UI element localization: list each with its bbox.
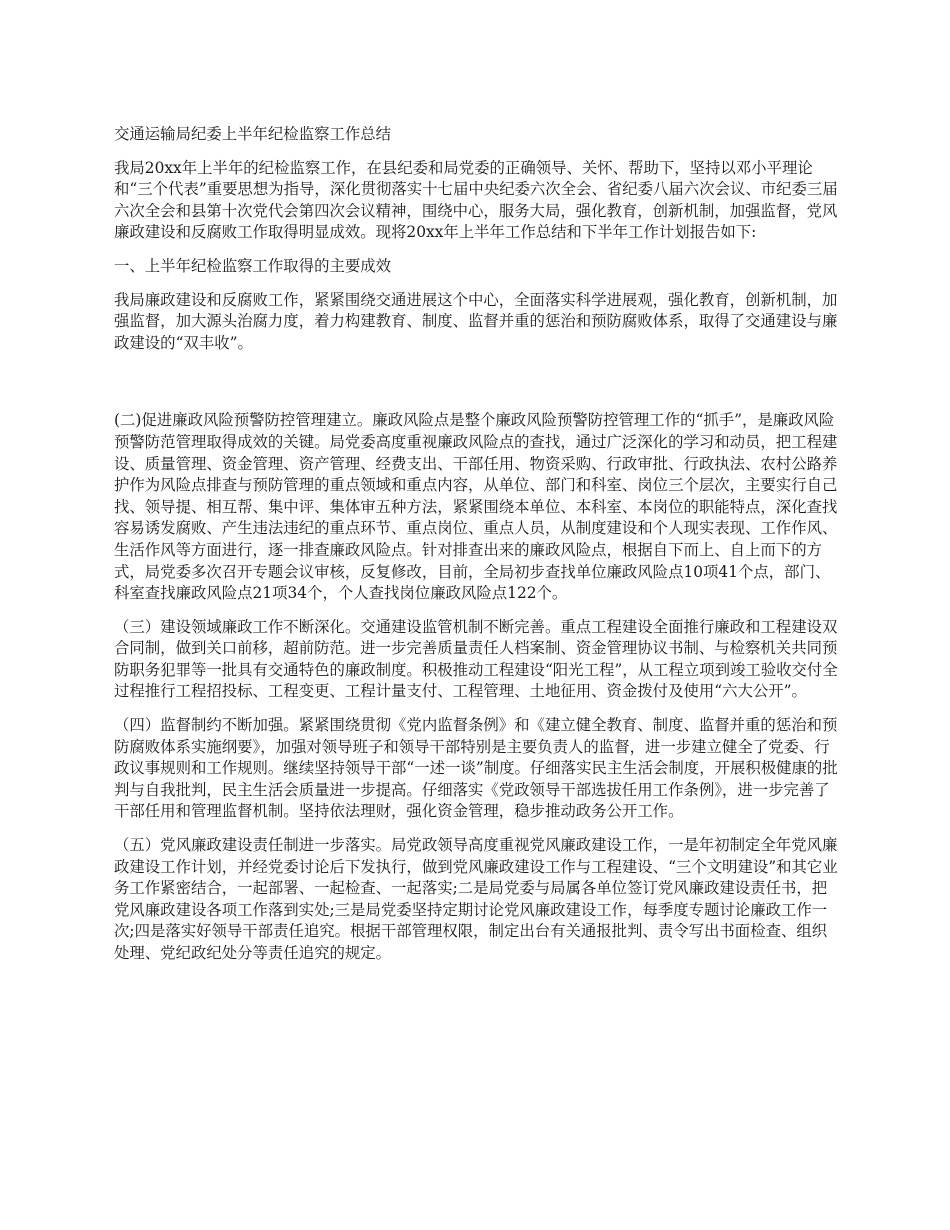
paragraph-construction-integrity: （三）建设领域廉政工作不断深化。交通建设监管机制不断完善。重点工程建设全面推行廉政和工程建设双合同制，做到关口前移，超前防范。进一步完善质量责任人档案制、资金管理协议书制、与检察机关共同预防职务犯罪等一批具有交通特色的廉政制度。积极推动工程建设“阳光工程”，从工程立项到竣工验收交付全过程推行工程招投标、工程变更、工程计量支付、工程管理、土地征用、资金拨付及使用“六大公开”。 bbox=[114, 617, 838, 701]
paragraph-responsibility-system: （五）党风廉政建设责任制进一步落实。局党政领导高度重视党风廉政建设工作，一是年初制定全年党风廉政建设工作计划，并经党委讨论后下发执行，做到党风廉政建设工作与工程建设、“三个文明建设”和其它业务工作紧密结合，一起部署、一起检查、一起落实;二是局党委与局属各单位签订党风廉政建设责任书，把党风廉政建设各项工作落到实处;三是局党委坚持定期讨论党风廉政建设工作，每季度专题讨论廉政工作一次;四是落实好领导干部责任追究。根据干部管理权限，制定出台有关通报批判、责令写出书面检查、组织处理、党纪政纪处分等责任追究的规定。 bbox=[114, 836, 838, 962]
section-paragraph: 我局廉政建设和反腐败工作，紧紧围绕交通进展这个中心，全面落实科学进展观，强化教育，创新机制，加强监督，加大源头治腐力度，着力构建教育、制度、监督并重的惩治和预防腐败体系，取得了交通建设与廉政建设的“双丰收”。 bbox=[114, 290, 838, 352]
blank-gap bbox=[114, 366, 838, 410]
document-title: 交通运输局纪委上半年纪检监察工作总结 bbox=[114, 125, 392, 143]
paragraph-supervision: （四）监督制约不断加强。紧紧围绕贯彻《党内监督条例》和《建立健全教育、制度、监督并重的惩治和预防腐败体系实施纲要》，加强对领导班子和领导干部特别是主要负责人的监督，进一步建立健全了党委、行政议事规则和工作规则。继续坚持领导干部“一述一谈”制度。仔细落实民主生活会制度，开展积极健康的批判与自我批判，民主生活会质量进一步提高。仔细落实《党政领导干部选拔任用工作条例》，进一步完善了干部任用和管理监督机制。坚持依法理财，强化资金管理，稳步推动政务公开工作。 bbox=[114, 716, 838, 821]
document-page bbox=[114, 124, 838, 977]
paragraph-risk-control: (二)促进廉政风险预警防控管理建立。廉政风险点是整个廉政风险预警防控管理工作的“抓手”，是廉政风险预警防范管理取得成效的关键。局党委高度重视廉政风险点的查找，通过广泛深化的学习和动员，把工程建设、质量管理、资金管理、资产管理、经费支出、干部任用、物资采购、行政审批、行政执法、农村公路养护作为风险点排查与预防管理的重点领域和重点内容，从单位、部门和科室、岗位三个层次，主要实行自己找、领导提、相互帮、集中评、集体审五种方法，紧紧围绕本单位、本科室、本岗位的职能特点，深化查找容易诱发腐败、产生违法违纪的重点环节、重点岗位、重点人员，从制度建设和个人现实表现、工作作风、生活作风等方面进行，逐一排查廉政风险点。针对排查出来的廉政风险点，根据自下而上、自上而下的方式，局党委多次召开专题会议审核，反复修改，目前，全局初步查找单位廉政风险点10项41个点，部门、科室查找廉政风险点21项34个，个人查找岗位廉政风险点122个。 bbox=[114, 411, 838, 603]
intro-paragraph: 我局20xx年上半年的纪检监察工作，在县纪委和局党委的正确领导、关怀、帮助下，坚持以邓小平理论和“三个代表”重要思想为指导，深化贯彻落实十七届中央纪委六次全会、省纪委八届六次会议、市纪委三届六次全会和县第十次党代会第四次会议精神，围绕中心，服务大局，强化教育，创新机制，加强监督，党风廉政建设和反腐败工作取得明显成效。现将20xx年上半年工作总结和下半年工作计划报告如下: bbox=[114, 158, 838, 242]
section-heading: 一、上半年纪检监察工作取得的主要成效 bbox=[114, 256, 392, 275]
